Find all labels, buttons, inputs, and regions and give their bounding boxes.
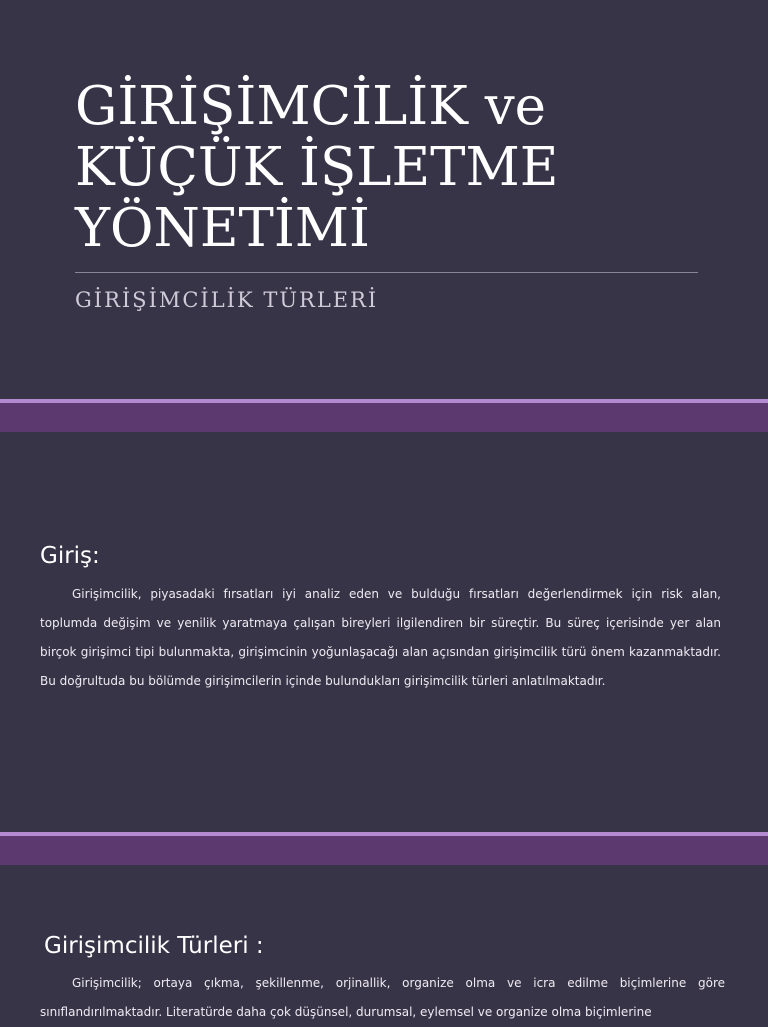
slide-subtitle: GİRİŞİMCİLİK TÜRLERİ (75, 288, 379, 312)
types-paragraph: Girişimcilik; ortaya çıkma, şekillenme, orjinallik, organize olma ve icra edilme biçimlerine göre sınıflandırılmaktadır. Literatürde daha çok düşünsel, durumsal, eylemsel ve organize olma biçimlerine (40, 976, 725, 1019)
title-divider (75, 272, 698, 273)
intro-heading: Giriş: (40, 543, 100, 569)
slide-separator (0, 832, 768, 865)
types-heading: Girişimcilik Türleri : (44, 933, 264, 959)
title-slide (0, 0, 768, 399)
slide-separator (0, 399, 768, 432)
slide-title: GİRİŞİMCİLİK ve KÜÇÜK İŞLETME YÖNETİMİ (75, 76, 559, 259)
intro-paragraph: Girişimcilik, piyasadaki fırsatları iyi analiz eden ve bulduğu fırsatları değerlendirmek için risk alan, toplumda değişim ve yenilik yaratmaya çalışan bireyleri ilgilendiren bir süreçtir. Bu süreç içerisinde yer alan birçok girişimci tipi bulunmakta, girişimcinin yoğunlaşacağı alan açısından girişimcilik türü önem kazanmaktadır. Bu doğrultuda bu bölümde girişimcilerin içinde bulundukları girişimcilik türleri anlatılmaktadır. (40, 587, 721, 688)
